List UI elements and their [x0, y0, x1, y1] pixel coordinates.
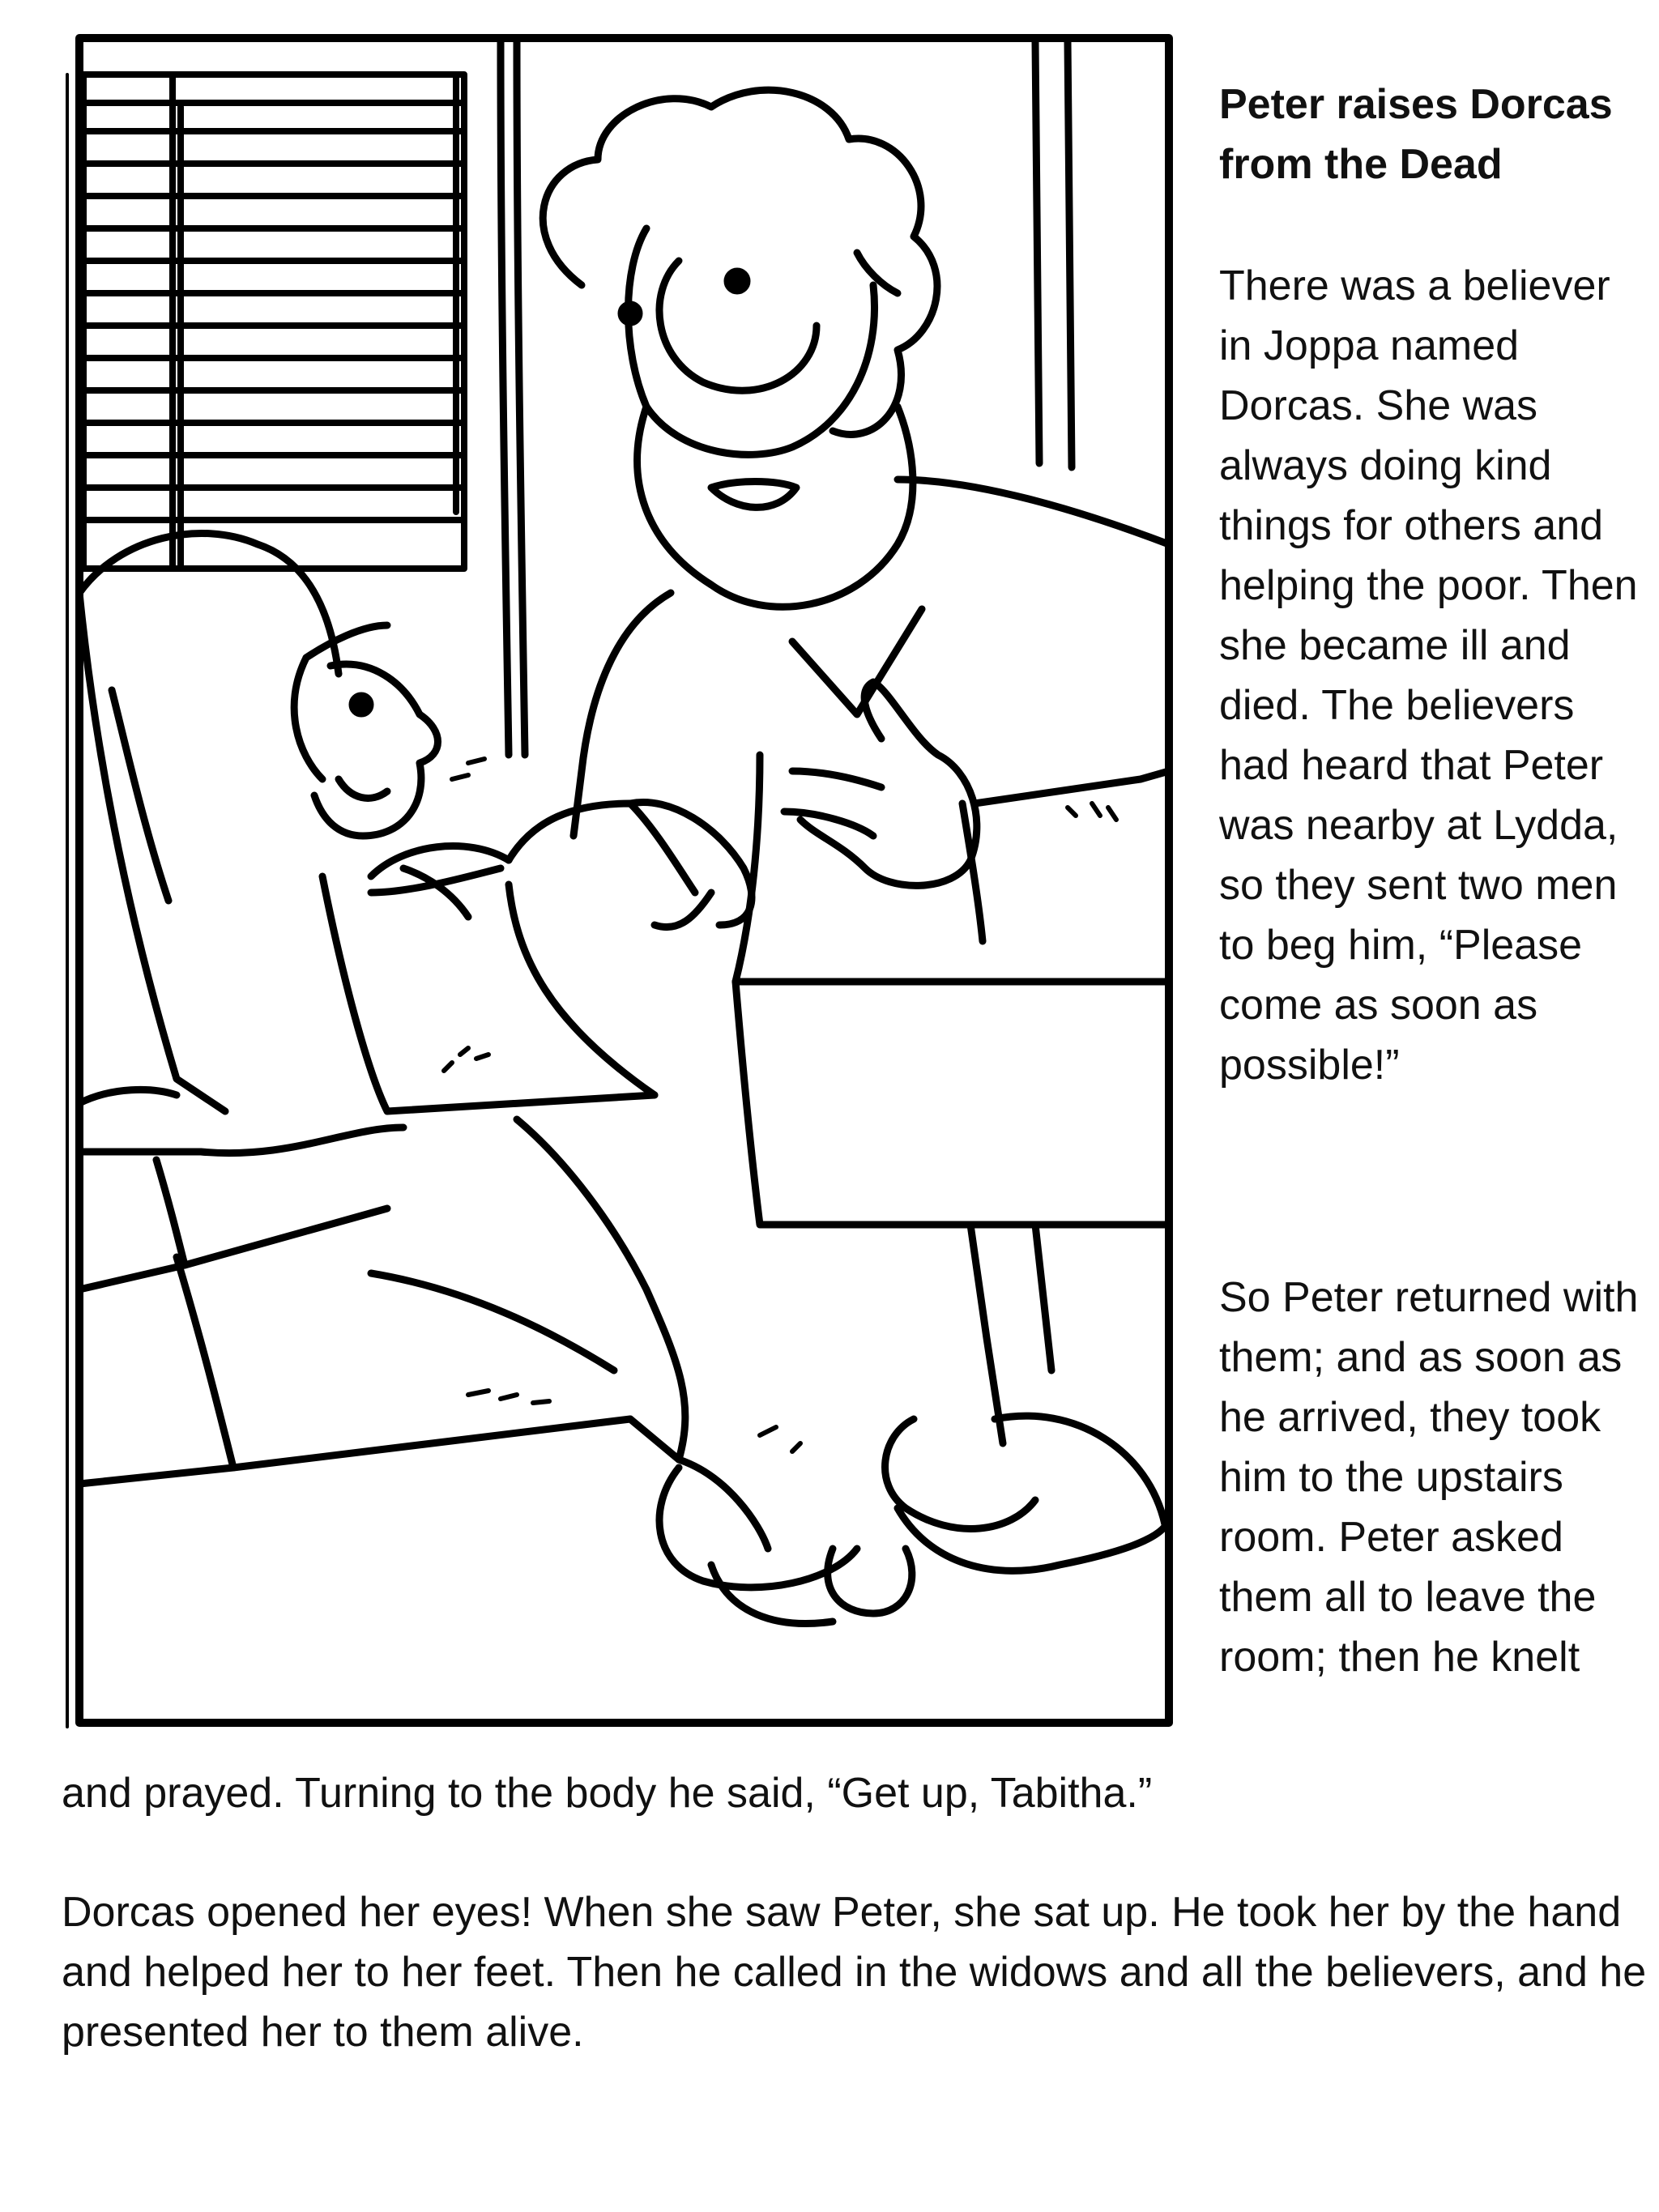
- story-paragraph-2-continued: and prayed. Turning to the body he said, “Get up, Tabitha.”: [62, 1770, 1153, 1817]
- story-title: Peter raises Dorcas from the Dead: [1219, 81, 1613, 188]
- story-paragraph-1: There was a believer in Joppa named Dorcas. She was always doing kind things for others and helping the poor. Then she became ill and died. The believers had heard that Peter was nearby at Lydda, so they sent two men to beg him, “Please come as soon as possible!”: [1219, 262, 1638, 1089]
- coloring-illustration: [63, 26, 1181, 1735]
- story-paragraph-3: Dorcas opened her eyes! When she saw Peter, she sat up. He took her by the hand and helped her to her feet. Then he called in the widows and all the believers, and he presented her to them alive.: [62, 1889, 1647, 2056]
- story-paragraph-2: So Peter returned with them; and as soon as he arrived, they took him to the upstairs room. Peter asked them all to leave the room; then he knelt: [1219, 1274, 1639, 1681]
